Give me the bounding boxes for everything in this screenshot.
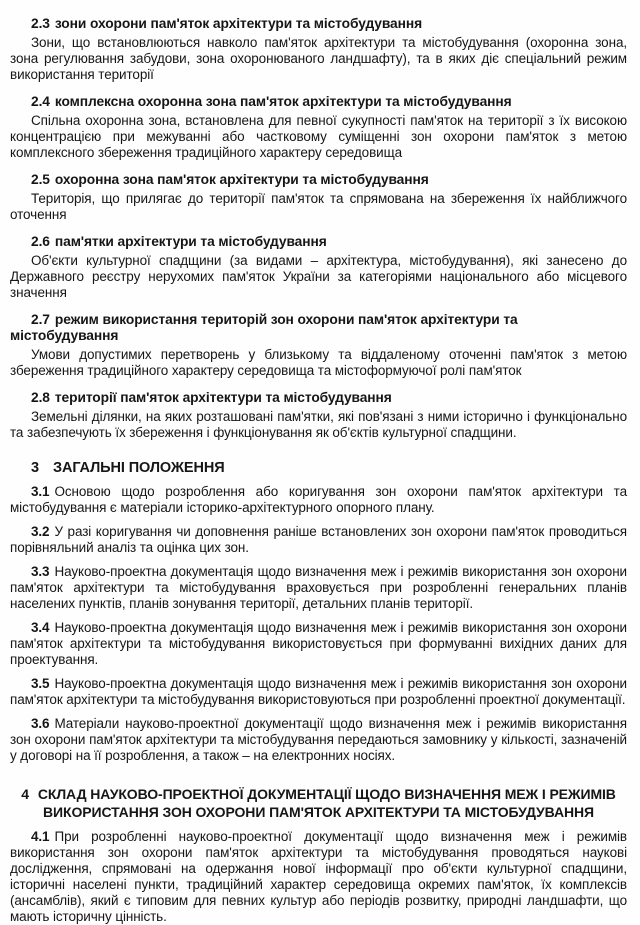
clause-3-2 xyxy=(10,524,627,556)
clause-3-6 xyxy=(10,716,627,764)
term-definition-2-5: Територія, що прилягає до території пам'яток та спрямована на збереження їх найближчого оточення xyxy=(10,191,627,222)
clause-number: 3.5 xyxy=(31,676,50,691)
term-definition-2-3: Зони, що встановлюються навколо пам'яток архітектури та містобудування (охоронна зона, зона регулювання забудови, зона охоронюваного ландшафту), та в яких діє спеціальний режим використання території xyxy=(10,35,627,82)
term-title: пам'ятки архітектури та містобудування xyxy=(54,234,327,249)
term-number: 2.4 xyxy=(31,94,50,109)
term-heading-2-7 xyxy=(10,312,627,344)
clause-text: При розробленні науково-проектної документації щодо визначення меж і режимів використання зон охорони пам'яток архітектури та містобудування проводяться наукові дослідження, спрямовані на одержання нової інформації про об'єкти культурної спадщини, історичні населені пункти, традиційний характер середовища окремих пам'яток, їх комплексів (ансамблів), який є типовим для певних культур або періодів розвитку, природні ландшафти, що мають історичну цінність. xyxy=(10,829,627,924)
term-heading-2-5 xyxy=(10,172,627,188)
clause-number: 3.6 xyxy=(31,716,50,731)
clause-text: Матеріали науково-проектної документації щодо визначення меж і режимів використання зон охорони пам'яток архітектури та містобудування передаються замовнику у кількості, зазначеній у договорі на її розроблення, а також – на електронних носіях. xyxy=(10,716,627,763)
clause-text: Науково-проектна документація щодо визначення меж і режимів використання зон охорони пам'яток архітектури та містобудування використовується при формуванні вихідних даних для проектування. xyxy=(10,620,627,667)
clause-3-1 xyxy=(10,484,627,516)
clause-text: Основою щодо розроблення або коригування зон охорони пам'яток архітектури та містобудування є матеріали історико-архітектурного опорного плану. xyxy=(10,484,627,515)
clause-number: 3.1 xyxy=(31,484,50,499)
term-heading-2-4 xyxy=(10,94,627,110)
term-heading-2-3 xyxy=(10,16,627,32)
term-definition-2-8: Земельні ділянки, на яких розташовані пам'ятки, які пов'язані з ними історично і функціонально та забезпечують їх збереження і функціонування як об'єктів культурної спадщини. xyxy=(10,409,627,440)
term-definition-2-6: Об'єкти культурної спадщини (за видами – архітектура, містобудування), які занесено до Державного реєстру нерухомих пам'яток України за категоріями національного або місцевого значення xyxy=(10,253,627,300)
term-number: 2.6 xyxy=(31,234,50,249)
term-title: території пам'яток архітектури та містобудування xyxy=(54,390,392,405)
term-number: 2.3 xyxy=(31,16,50,31)
section-title: ЗАГАЛЬНІ ПОЛОЖЕННЯ xyxy=(52,460,225,476)
clause-text: Науково-проектна документація щодо визначення меж і режимів використання зон охорони пам'яток архітектури та містобудування враховується при розробленні генеральних планів населених пунктів, планів зонування території, детальних планів території. xyxy=(10,564,627,611)
term-heading-2-6 xyxy=(10,234,627,250)
term-title: режим використання територій зон охорони пам'яток архітектури та містобудування xyxy=(10,312,518,343)
clause-3-4 xyxy=(10,620,627,668)
term-title: зони охорони пам'яток архітектури та містобудування xyxy=(54,16,423,31)
clause-3-3 xyxy=(10,564,627,612)
clause-number: 4.1 xyxy=(31,829,50,844)
clause-text: Науково-проектна документація щодо визначення меж і режимів використання зон охорони пам'яток архітектури та містобудування використовуються при розробленні проектної документації. xyxy=(10,676,627,707)
term-definition-2-7: Умови допустимих перетворень у близькому та віддаленому оточенні пам'яток з метою збереження традиційного характеру середовища та містоформуючої ролі пам'яток xyxy=(10,347,627,378)
clause-3-5 xyxy=(10,676,627,708)
section-number: 4 xyxy=(21,786,29,802)
term-heading-2-8 xyxy=(10,390,627,406)
section-title: СКЛАД НАУКОВО-ПРОЕКТНОЇ ДОКУМЕНТАЦІЇ ЩОДО ВИЗНАЧЕННЯ МЕЖ І РЕЖИМІВ ВИКОРИСТАННЯ ЗОН ОХОРОНИ ПАМ'ЯТОК АРХІТЕКТУРИ ТА МІСТОБУДУВАННЯ xyxy=(37,786,616,820)
section-4-heading xyxy=(10,785,627,821)
term-number: 2.5 xyxy=(31,172,50,187)
term-title: комплексна охоронна зона пам'яток архітектури та містобудування xyxy=(54,94,512,109)
clause-number: 3.4 xyxy=(31,620,50,635)
clause-4-1 xyxy=(10,829,627,925)
clause-text: У разі коригування чи доповнення раніше встановлених зон охорони пам'яток проводиться порівняльний аналіз та оцінка цих зон. xyxy=(10,524,627,555)
clause-number: 3.2 xyxy=(31,524,50,539)
term-definition-2-4: Спільна охоронна зона, встановлена для певної сукупності пам'яток на території з їх високою концентрацією при межуванні або частковому суміщенні зон охорони пам'яток з метою комплексного збереження традиційного характеру середовища xyxy=(10,113,627,160)
section-number: 3 xyxy=(31,460,39,476)
section-3-heading xyxy=(10,460,627,476)
clause-number: 3.3 xyxy=(31,564,50,579)
term-number: 2.7 xyxy=(31,312,50,327)
term-number: 2.8 xyxy=(31,390,50,405)
term-title: охоронна зона пам'яток архітектури та містобудування xyxy=(54,172,429,187)
